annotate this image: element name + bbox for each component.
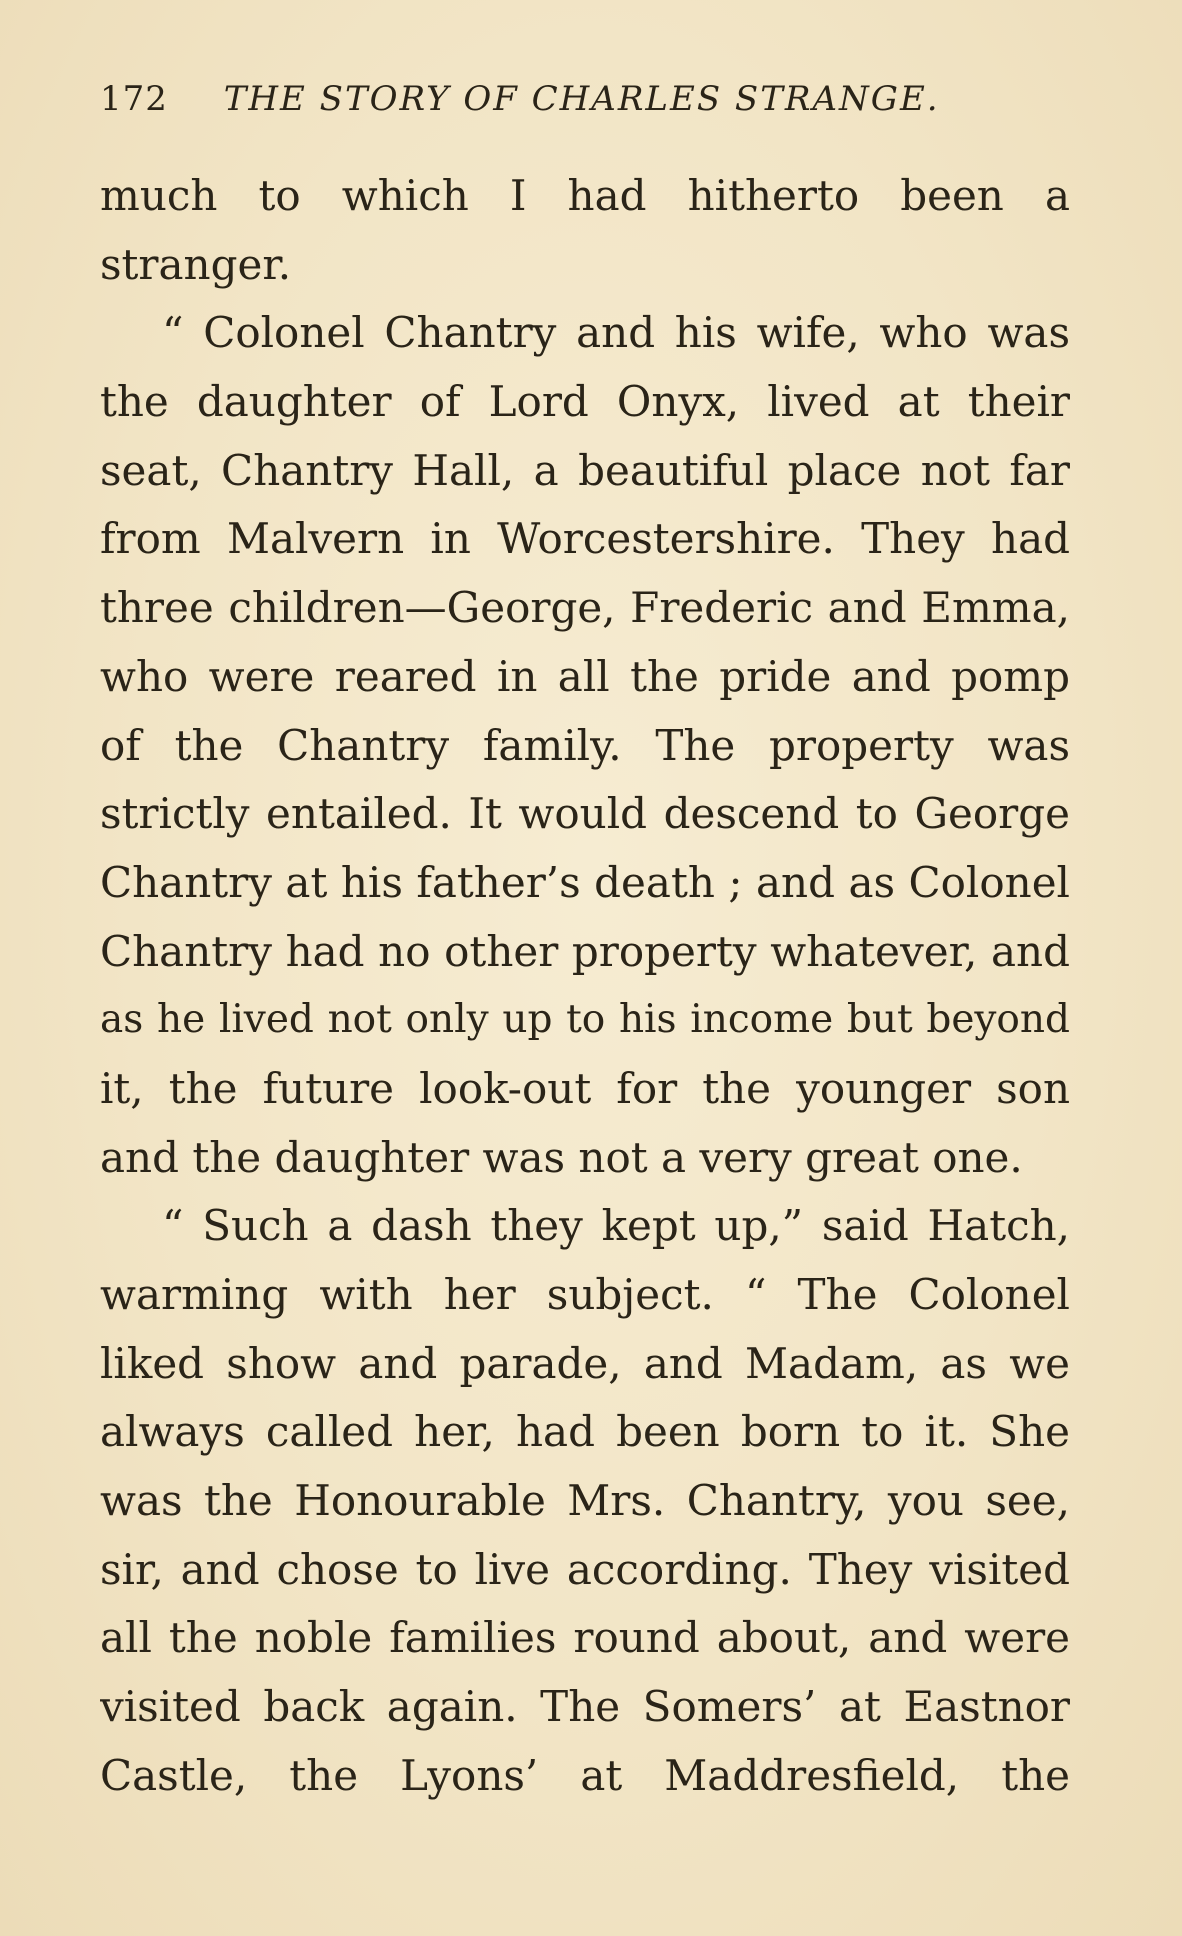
running-head (100, 74, 980, 124)
text-line: of the Chantry family. The property was (100, 720, 1070, 770)
text-line: Chantry had no other property whatever, and (100, 926, 1070, 976)
text-line: seat, Chantry Hall, a beautiful place not far (100, 445, 1070, 495)
running-title: THE STORY OF CHARLES STRANGE. (223, 79, 940, 119)
text-line: all the noble families round about, and were (100, 1613, 1070, 1663)
page-number: 172 (100, 79, 168, 119)
text-line: from Malvern in Worcestershire. They had (100, 514, 1070, 564)
text-line: “ Colonel Chantry and his wife, who was (162, 308, 1070, 358)
text-line: three children—George, Frederic and Emma, (100, 583, 1070, 633)
text-line: strictly entailed. It would descend to George (100, 789, 1070, 839)
text-line: liked show and parade, and Madam, as we (100, 1338, 1070, 1388)
text-line: was the Honourable Mrs. Chantry, you see, (100, 1476, 1070, 1526)
text-line: Chantry at his father’s death ; and as Colonel (100, 857, 1070, 907)
body-text (100, 162, 1070, 1811)
text-line: and the daughter was not a very great one. (100, 1132, 1023, 1182)
text-line: it, the future look-out for the younger son (100, 1063, 1070, 1113)
text-line: “ Such a dash they kept up,” said Hatch, (162, 1201, 1070, 1251)
text-line: who were reared in all the pride and pomp (100, 651, 1070, 701)
text-line: as he lived not only up to his income but beyond (100, 997, 1070, 1043)
text-line: the daughter of Lord Onyx, lived at their (100, 377, 1070, 427)
text-line: always called her, had been born to it. She (100, 1407, 1070, 1457)
text-line: sir, and chose to live according. They visited (100, 1544, 1070, 1594)
text-line: visited back again. The Somers’ at Eastnor (100, 1682, 1070, 1732)
text-line: much to which I had hitherto been a (100, 171, 1070, 220)
text-line: stranger. (100, 239, 292, 289)
text-line: Castle, the Lyons’ at Maddresfield, the (100, 1750, 1070, 1800)
text-line: warming with her subject. “ The Colonel (100, 1270, 1070, 1319)
